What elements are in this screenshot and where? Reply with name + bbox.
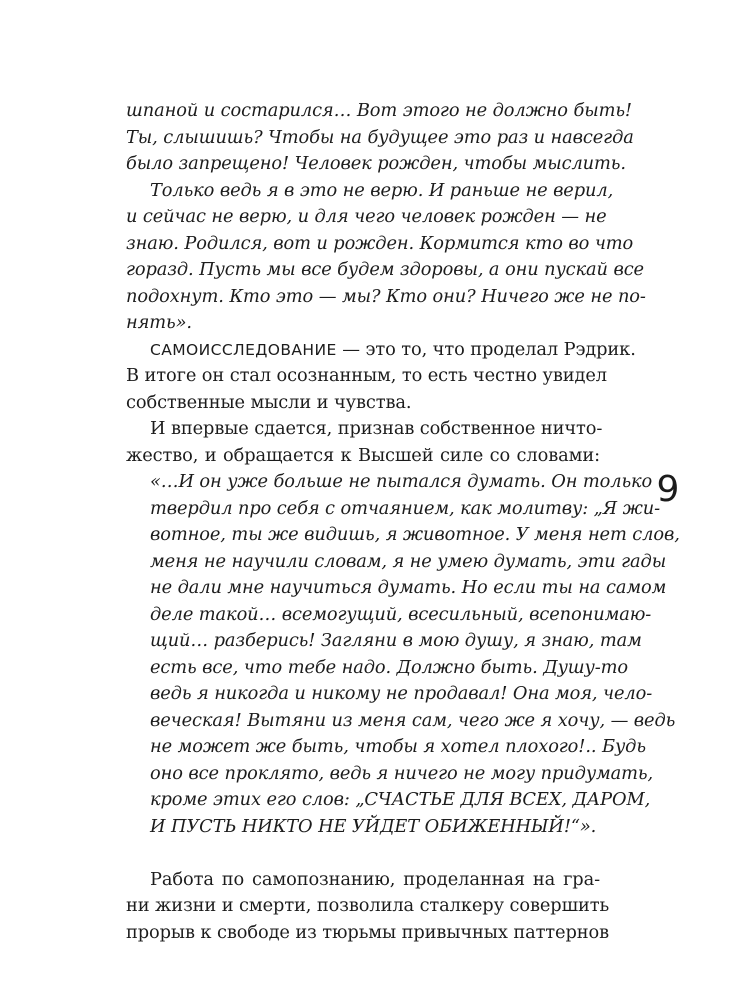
text-line: веческая! Вытяни из меня сам, чего же я хочу, — ведь bbox=[150, 709, 676, 731]
text-line: было запрещено! Человек рожден, чтобы мыслить. bbox=[126, 153, 626, 174]
text-line: знаю. Родился, вот и рожден. Кормится кто во что bbox=[126, 232, 634, 254]
text-line: горазд. Пусть мы все будем здоровы, а они пускай все bbox=[126, 259, 644, 280]
text-line: И ПУСТЬ НИКТО НЕ УЙДЕТ ОБИЖЕННЫЙ!“». bbox=[150, 815, 597, 837]
text-line: В итоге он стал осознанным, то есть честно увидел bbox=[126, 365, 607, 386]
text-line: Работа по самопознанию, проделанная на гра- bbox=[150, 868, 600, 890]
text-line: Только ведь я в это не верю. И раньше не верил, bbox=[150, 179, 614, 201]
text-line: ведь я никогда и никому не продавал! Она моя, чело- bbox=[150, 683, 653, 704]
text-line: И впервые сдается, признав собственное ничто- bbox=[150, 418, 603, 439]
text-line-rest: — это то, что проделал Рэдрик. bbox=[336, 338, 636, 360]
text-line: шпаной и состарился… Вот этого не должно быть! bbox=[126, 100, 632, 121]
text-line: кроме этих его слов: „СЧАСТЬЕ ДЛЯ ВСЕХ, ДАРОМ, bbox=[150, 789, 651, 810]
text-line: Ты, слышишь? Чтобы на будущее это раз и навсегда bbox=[126, 126, 634, 148]
text-line: есть все, что тебе надо. Должно быть. Душу-то bbox=[150, 656, 629, 678]
text-line: ни жизни и смерти, позволила сталкеру совершить bbox=[126, 895, 610, 916]
text-line: твердил про себя с отчаянием, как молитву: „Я жи- bbox=[150, 497, 660, 519]
text-line: вотное, ты же видишь, я животное. У меня нет слов, bbox=[150, 524, 680, 545]
text-line: щий… разберись! Загляни в мою душу, я знаю, там bbox=[150, 630, 642, 651]
text-line: нять». bbox=[126, 312, 192, 333]
text-line: не может же быть, чтобы я хотел плохого!.. Будь bbox=[150, 736, 646, 757]
text-line: меня не научили словам, я не умею думать, эти гады bbox=[150, 550, 667, 572]
text-line: собственные мысли и чувства. bbox=[126, 391, 412, 413]
text-line: «…И он уже больше не пытался думать. Он только bbox=[150, 471, 653, 492]
page-number: 9 bbox=[656, 469, 680, 510]
body-text bbox=[126, 98, 680, 946]
text-line: и сейчас не верю, и для чего человек рожден — не bbox=[126, 206, 607, 227]
text-line: жество, и обращается к Высшей силе со словами: bbox=[126, 444, 600, 466]
text-line: прорыв к свободе из тюрьмы привычных паттернов bbox=[126, 921, 610, 943]
text-line: деле такой… всемогущий, всесильный, всепонимаю- bbox=[150, 603, 652, 625]
text-line: подохнут. Кто это — мы? Кто они? Ничего же не по- bbox=[126, 285, 646, 307]
paragraph-gap bbox=[126, 840, 600, 867]
text-line bbox=[126, 337, 636, 364]
text-line: оно все проклято, ведь я ничего не могу придумать, bbox=[150, 762, 654, 784]
text-line: не дали мне научиться думать. Но если ты на самом bbox=[150, 577, 667, 598]
highlight-term: САМОИССЛЕДОВАНИЕ bbox=[150, 340, 337, 359]
